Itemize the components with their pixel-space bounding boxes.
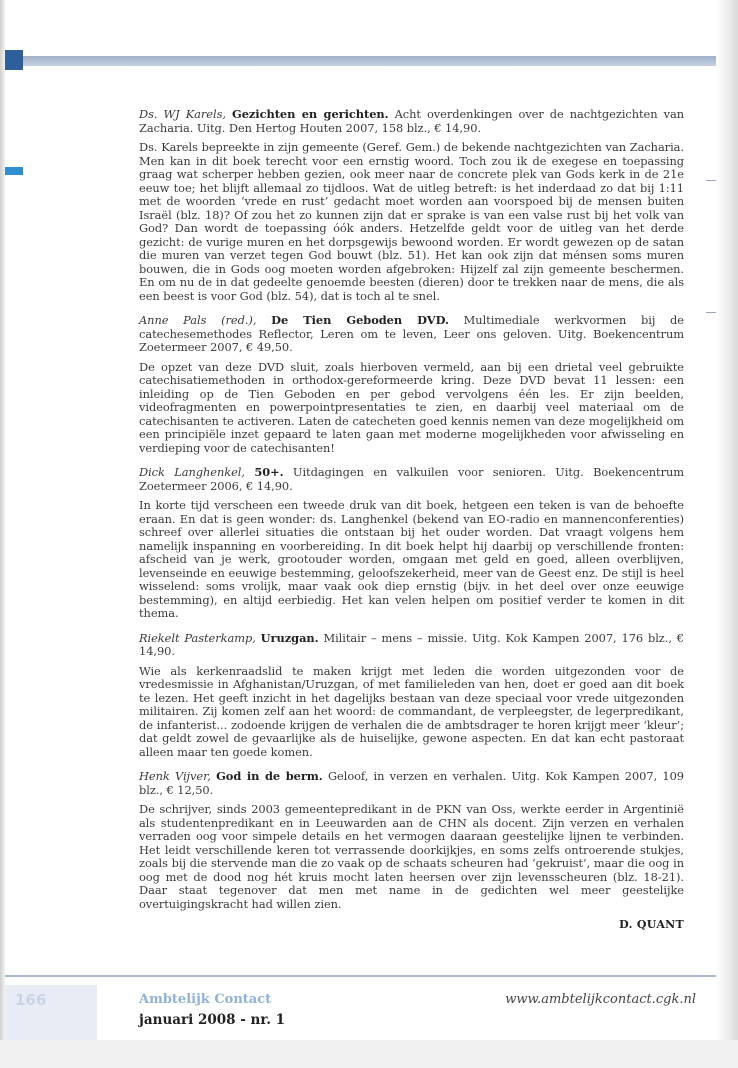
review-body: In korte tijd verscheen een tweede druk van dit boek, hetgeen een teken is van de behoefte eraan. En dat is geen wonder: ds. Langhenkel (bekend van EO-radio en mannenconferenties) schreef over allerlei situaties die ontstaan bij het ouder worden. Dat vraagt volgens hem namelijk inspanning en voorbereiding. In dit boek helpt hij daarbij op verschillende fronten: afscheid van je werk, grootouder worden, omgaan met geld en goed, alleen overblijven, levenseinde en eeuwige bestemming, geloofszekerheid, meer van de Geest enz. De stijl is heel wisselend: soms vrolijk, maar vaak ook diep ernstig (bijv. in het deel over onze eeuwige bestemming), en altijd eerbiedig. Het kan velen helpen om positief verder te komen in dit thema. [139,498,684,620]
review-author: Riekelt Pasterkamp, [139,630,256,645]
review-title: 50+. [254,465,284,479]
page-bottom-band [0,1040,738,1068]
review-title: Gezichten en gerichten. [232,107,389,121]
right-margin-tick [706,180,716,181]
review-author: Anne Pals (red.), [139,313,257,327]
review-title: God in de berm. [216,769,323,783]
page-edge-right [716,0,738,1068]
review-body: De schrijver, sinds 2003 gemeentepredikant in de PKN van Oss, werkte eerder in Argentinië als studentenpredikant en in Leeuwarden aan de CHN als docent. Zijn verzen en verhalen verraden oog voor simpele details en het vermogen daaraan geestelijke lijnen te verbinden. Het leidt verschillende keren tot verrassende doorkijkjes, en soms zelfs ontroerende stukjes, zoals bij die stervende man die zo vaak op de schaats scheuren had ‘gekruist’, maar die oog in oog met de dood nog hét kruis mocht laten heersen over zijn levensscheuren (blz. 18-21). Daar staat tegenover dat men met name in de gedichten wel meer geestelijke overtuigingskracht had willen zien. [139,802,684,911]
review-details: Militair – mens – missie. Uitg. Kok Kampen 2007, 176 blz., € 14,90. [139,630,684,658]
review-entry [139,466,684,621]
review-entry [139,770,684,911]
review-entry [139,314,684,455]
page-number: 166 [15,991,47,1009]
reviewer-signature: D. QUANT [619,918,684,931]
top-band-accent [5,50,23,70]
review-heading [139,466,684,493]
review-author: Dick Langhenkel, [139,465,245,479]
review-heading [139,108,684,135]
review-details: Acht overdenkingen over de nachtgezichten van Zacharia. Uitg. Den Hertog Houten 2007, 158 blz., € 14,90. [139,107,684,135]
review-heading [139,770,684,797]
review-title: De Tien Geboden DVD. [271,313,449,327]
review-entry [139,632,684,760]
footer-publication: Ambtelijk Contact [139,992,272,1007]
review-author: Henk Vijver, [139,769,211,783]
footer-url[interactable]: www.ambtelijkcontact.cgk.nl [505,992,696,1007]
review-entry [139,108,684,303]
review-title: Uruzgan. [260,630,319,645]
page-edge-left [0,0,5,1068]
review-details: Uitdagingen en valkuilen voor senioren. Uitg. Boekencentrum Zoetermeer 2006, € 14,90. [139,465,685,493]
right-margin-tick [706,312,716,313]
footer-rule [5,975,716,977]
review-heading [139,314,684,355]
footer-issue: januari 2008 - nr. 1 [139,1012,286,1028]
review-body: Ds. Karels bepreekte in zijn gemeente (Geref. Gem.) de bekende nachtgezichten van Zacharia. Men kan in dit boek terecht voor een ernstig woord. Toch zou ik de exegese en toepassing graag wat scherper hebben gezien, ook meer naar de concrete plek van Gods kerk in de 21e eeuw toe; het blijft allemaal zo tijdloos. Wat de uitleg betreft: is het inderdaad zo dat bij 1:11 met de woorden ‘vrede en rust’ gedacht moet worden aan voorspoed bij de mensen buiten Israël (blz. 18)? Of zou het zo kunnen zijn dat er sprake is van een valse rust bij het volk van God? Dan wordt de toepassing óók anders. Hetzelfde geldt voor de uitleg van het derde gezicht: de vurige muren en het dorpsgewijs bewoond worden. Er wordt gewezen op de satan die muren van verzet tegen God bouwt (blz. 51). Het kan ook zijn dat ménsen soms muren bouwen, die in Gods oog moeten worden afgebroken: Hijzelf zal zijn gemeente beschermen. En om nu de in dat gedeelte genoemde beesten (dieren) door te trekken naar de mens, die als een beest is voor God (blz. 54), dat is toch al te snel. [139,140,684,303]
review-details: Multimediale werkvormen bij de catechesemethodes Reflector, Leren om te leven, Leer ons geloven. Uitg. Boekencentrum Zoetermeer 2007, € 49,50. [139,313,684,354]
review-body: Wie als kerkenraadslid te maken krijgt met leden die worden uitgezonden voor de vredesmissie in Afghanistan/Uruzgan, of met familieleden van hen, doet er goed aan dit boek te lezen. Het geeft inzicht in het dagelijks bestaan van deze speciaal voor vrede uitgezonden militairen. Zij komen zelf aan het woord: de commandant, de verpleegster, de legerpredikant, de infanterist... zodoende krijgen de verhalen die de ambtsdrager te horen krijgt meer ‘kleur’; dat geldt zowel de gevaarlijke als de huiselijke, gewone aspecten. En dat kan echt pastoraat alleen maar ten goede komen. [139,663,684,759]
review-column [139,108,684,932]
review-heading [139,632,684,659]
top-decorative-band [5,56,716,66]
review-details: Geloof, in verzen en verhalen. Uitg. Kok Kampen 2007, 109 blz., € 12,50. [139,769,685,797]
review-body: De opzet van deze DVD sluit, zoals hierboven vermeld, aan bij een drietal veel gebruikte catechisatiemethoden in orthodox-gereformeerde kring. Deze DVD bevat 11 lessen: een inleiding op de Tien Geboden en per gebod vervolgens één les. Er zijn beelden, videofragmenten en powerpointpresentaties te zien, en daarbij veel materiaal om de catechisanten te activeren. Laten de catecheten goed kennis nemen van deze mogelijkheid om een principiële inzet gepaard te laten gaan met moderne mogelijkheden voor afwisseling en verdieping voor de catechisanten! [139,359,684,455]
review-author: Ds. WJ Karels, [139,107,226,121]
left-margin-tab [5,167,23,175]
